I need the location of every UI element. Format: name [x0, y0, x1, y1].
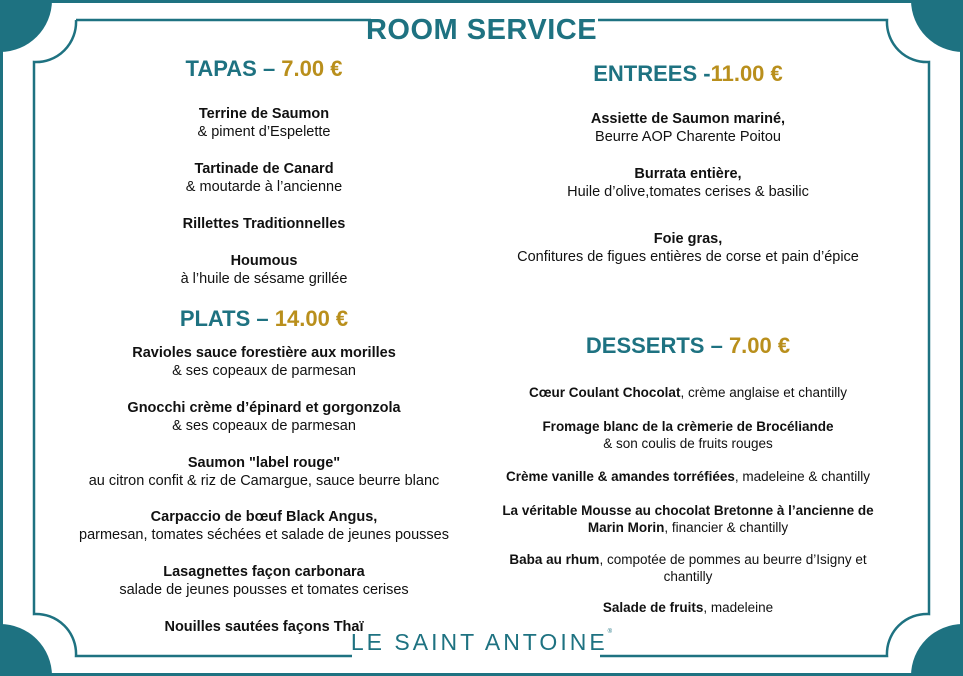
- logo-text: LE SAINT ANTOINE: [350, 629, 608, 655]
- item-name: Tartinade de Canard: [194, 161, 334, 177]
- brand-logo: [0, 629, 963, 656]
- menu-item: [480, 165, 896, 201]
- menu-item: [480, 110, 896, 146]
- section-name: PLATS –: [179, 306, 275, 331]
- item-name: Houmous: [230, 253, 298, 269]
- menu-item: [50, 344, 478, 380]
- item-name: La véritable Mousse au chocolat Bretonne à l’ancienne de Marin Morin: [502, 503, 874, 535]
- menu-item: [492, 502, 884, 536]
- menu-item: [480, 384, 896, 401]
- item-name: Ravioles sauce forestière aux morilles: [132, 345, 396, 361]
- menu-item: [50, 563, 478, 599]
- item-name: Nouilles sautées façons Thaï: [164, 619, 364, 635]
- item-name: Terrine de Saumon: [198, 106, 330, 122]
- menu-item: [492, 551, 884, 585]
- section-name: TAPAS –: [185, 56, 282, 81]
- item-name: Assiette de Saumon mariné,: [590, 111, 786, 127]
- section-desserts-heading: [480, 333, 896, 359]
- item-description: à l’huile de sésame grillée: [180, 271, 348, 287]
- item-name: Rillettes Traditionnelles: [182, 216, 346, 232]
- trademark-mark: ®: [607, 629, 613, 635]
- item-name: Fromage blanc de la crèmerie de Brocéliande: [542, 419, 834, 434]
- item-description: & piment d’Espelette: [197, 124, 331, 140]
- item-name: Crème vanille & amandes torréfiées: [506, 469, 735, 484]
- item-description: , financier & chantilly: [664, 520, 789, 535]
- item-description: , madeleine: [703, 600, 774, 615]
- item-name: Baba au rhum: [509, 552, 600, 567]
- section-price: 7.00 €: [728, 333, 791, 358]
- menu-item: [50, 160, 478, 196]
- page-title: ROOM SERVICE: [365, 14, 598, 46]
- item-description: , madeleine & chantilly: [734, 469, 870, 484]
- menu-item: [50, 399, 478, 435]
- item-name: Cœur Coulant Chocolat: [528, 385, 681, 400]
- item-name: Burrata entière,: [634, 166, 742, 182]
- menu-item: [480, 599, 896, 616]
- section-plats-heading: [50, 306, 478, 332]
- item-description: au citron confit & riz de Camargue, sauce beurre blanc: [88, 473, 440, 489]
- item-description: , crème anglaise et chantilly: [680, 385, 848, 400]
- menu-item: [50, 508, 478, 544]
- section-entrees-heading: [480, 61, 896, 87]
- section-tapas-heading: [50, 56, 478, 82]
- section-name: DESSERTS –: [585, 333, 729, 358]
- menu-item: [480, 418, 896, 452]
- item-description: & ses copeaux de parmesan: [172, 418, 356, 434]
- item-description: , compotée de pommes au beurre d’Isigny et chantilly: [599, 552, 867, 584]
- menu-item: [50, 215, 478, 233]
- item-name: Lasagnettes façon carbonara: [163, 564, 365, 580]
- section-price: 11.00 €: [710, 61, 783, 86]
- menu-item: [480, 230, 896, 266]
- item-name: Salade de fruits: [602, 600, 704, 615]
- item-description: salade de jeunes pousses et tomates cerises: [119, 582, 409, 598]
- item-name: Saumon "label rouge": [187, 455, 341, 471]
- section-price: 7.00 €: [281, 56, 343, 81]
- item-description: & ses copeaux de parmesan: [172, 363, 356, 379]
- item-description: Confitures de figues entières de corse et pain d’épice: [517, 249, 859, 265]
- item-name: Gnocchi crème d’épinard et gorgonzola: [127, 400, 401, 416]
- item-description: Beurre AOP Charente Poitou: [595, 129, 781, 145]
- item-description: & son coulis de fruits rouges: [603, 436, 773, 451]
- item-description: parmesan, tomates séchées et salade de jeunes pousses: [79, 527, 449, 543]
- item-name: Foie gras,: [653, 231, 723, 247]
- section-name: ENTREES -: [593, 61, 711, 86]
- item-description: & moutarde à l’ancienne: [185, 179, 343, 195]
- item-description: Huile d’olive,tomates cerises & basilic: [567, 184, 809, 200]
- item-name: Carpaccio de bœuf Black Angus,: [150, 509, 378, 525]
- menu-item: [50, 454, 478, 490]
- menu-item: [50, 105, 478, 141]
- menu-item: [50, 252, 478, 288]
- section-price: 14.00 €: [274, 306, 349, 331]
- menu-item: [480, 468, 896, 485]
